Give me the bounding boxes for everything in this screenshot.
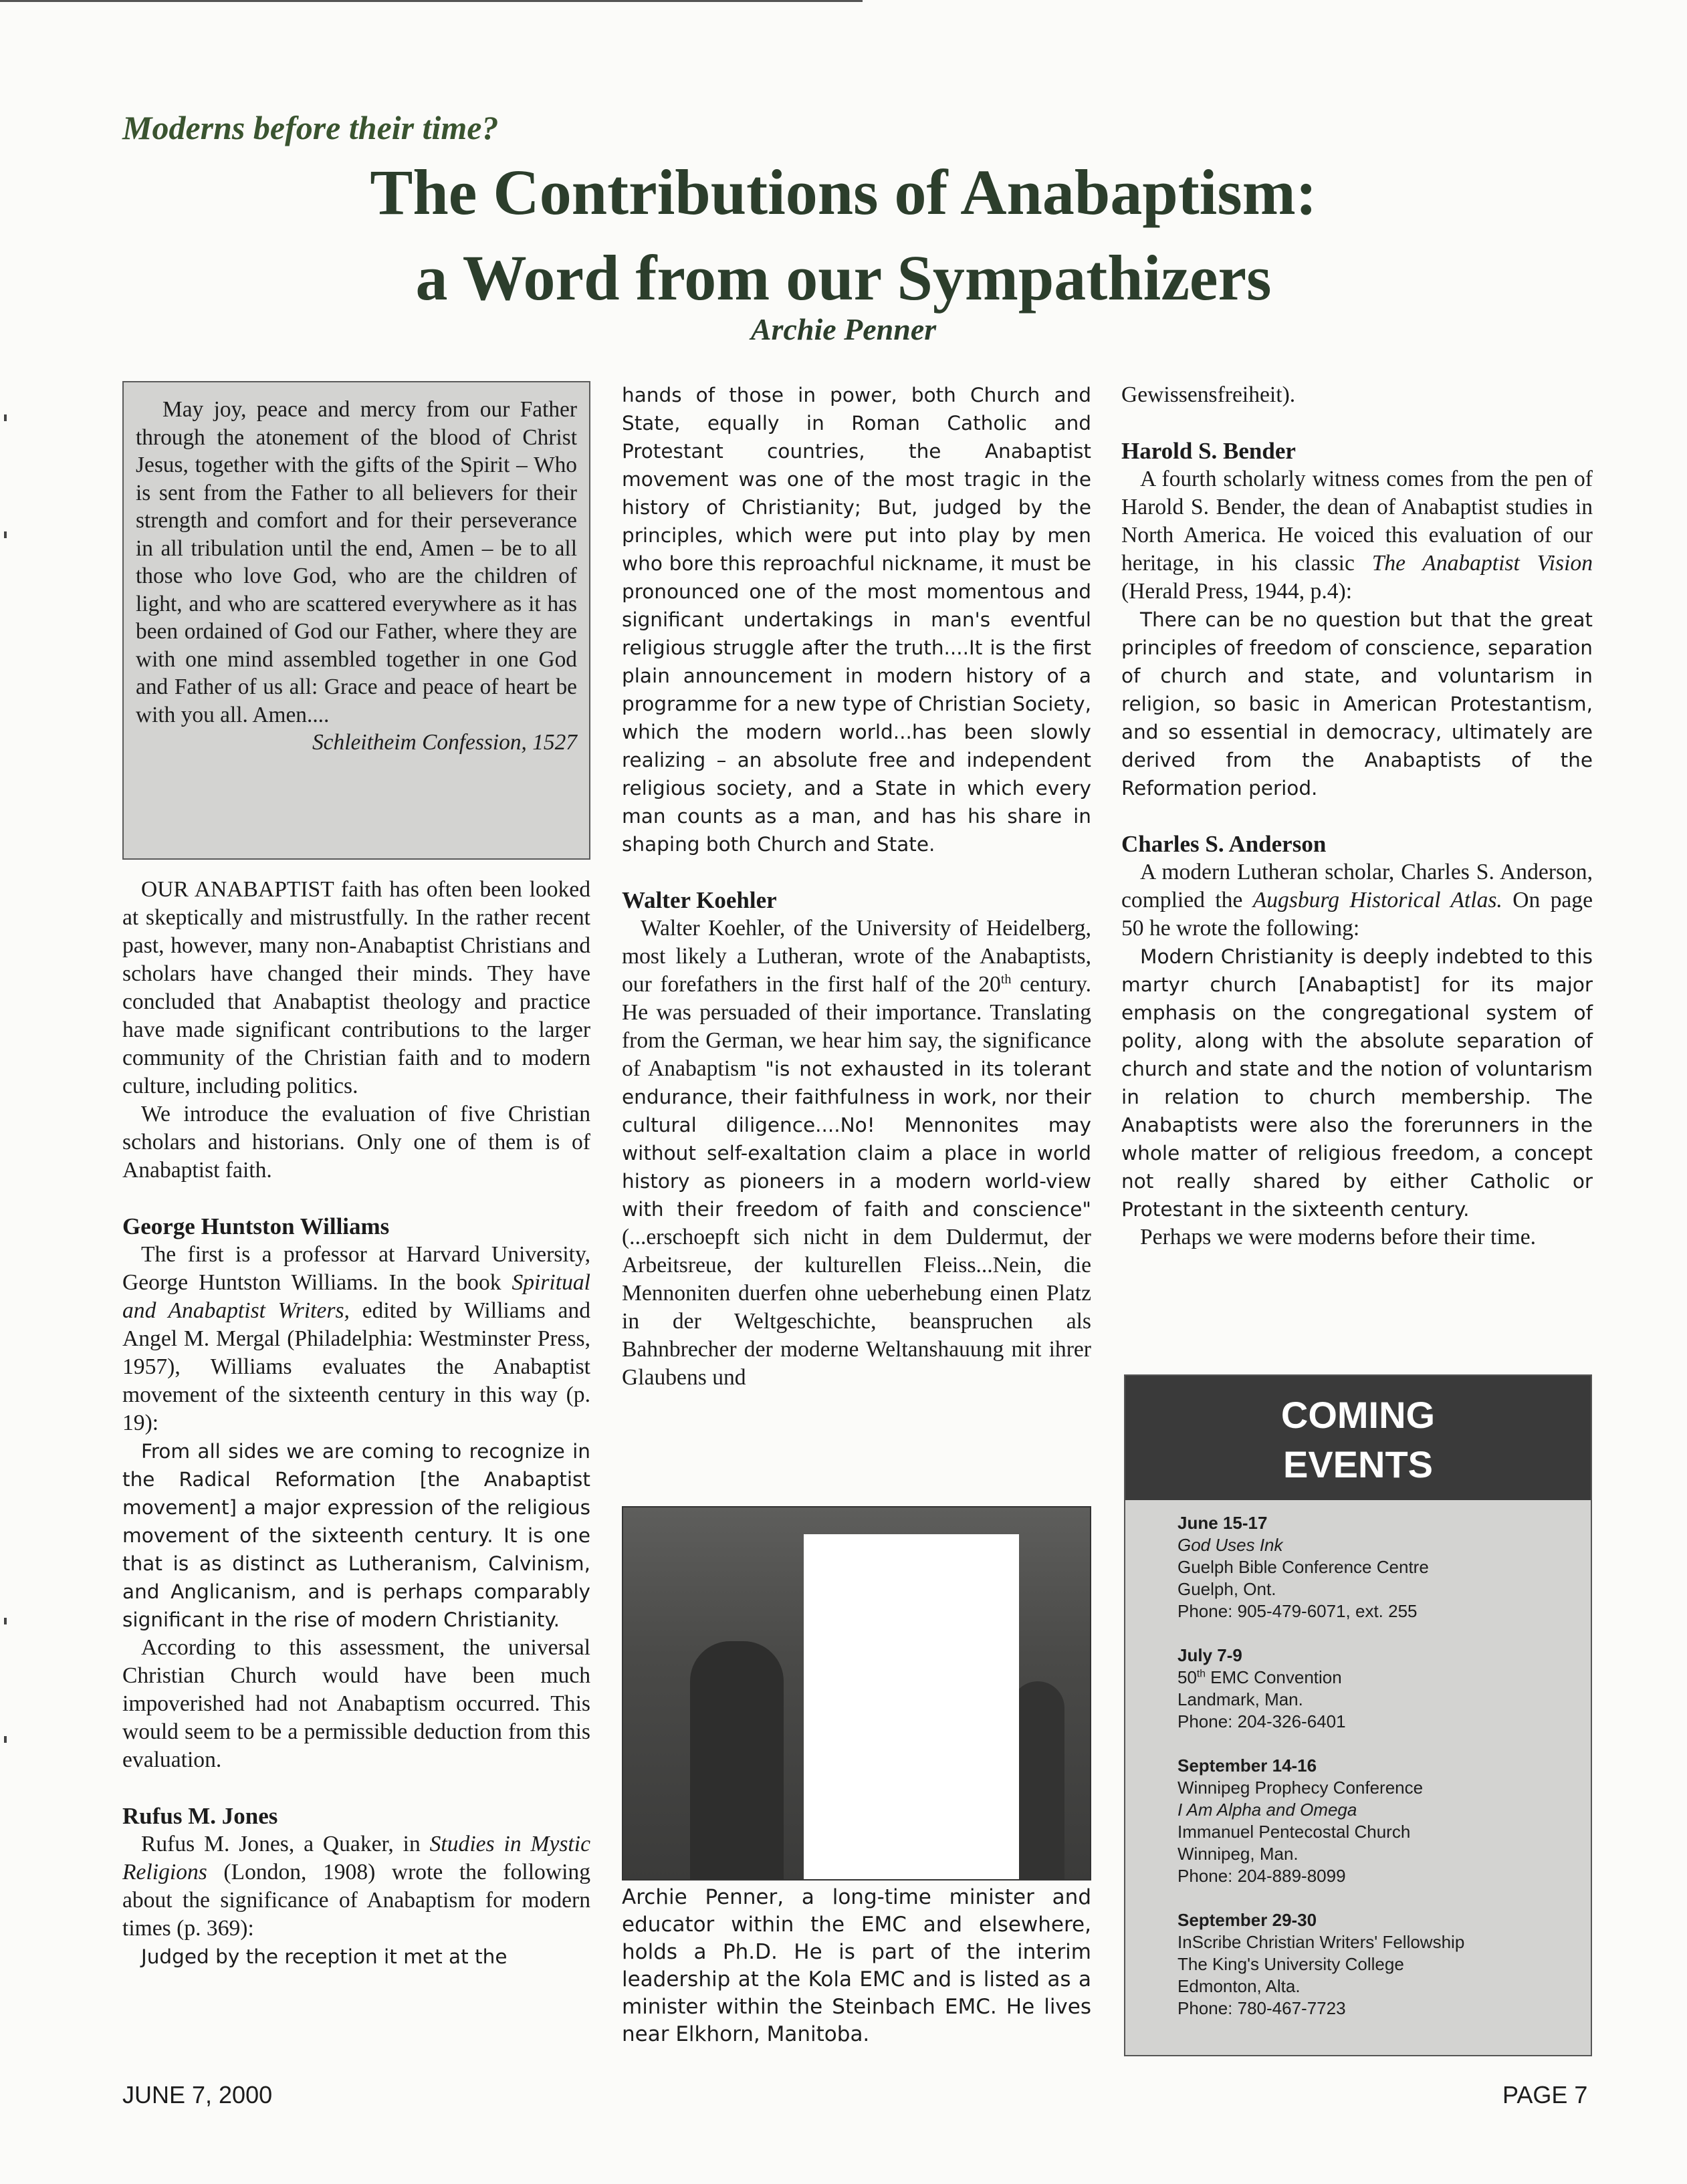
author-photo [622, 1506, 1091, 1880]
book-title: The Anabaptist Vision [1371, 551, 1593, 576]
photo-redaction-block [804, 1534, 1019, 1880]
footer-date: JUNE 7, 2000 [122, 2081, 273, 2108]
author-byline: Archie Penner [750, 312, 937, 346]
event-item: September 14-16 Winnipeg Prophecy Conference I Am Alpha and Omega Immanuel Pentecostal Church Winnipeg, Man. Phone: 204-889-8099 [1177, 1755, 1424, 1886]
title-line-2: a Word from our Sympathizers [415, 242, 1272, 314]
jones-paragraph: Rufus M. Jones, a Quaker, in Studies in Mystic Religions (London, 1908) wrote the following about the significance of Anabaptism for modern times (p. 369): [122, 1832, 590, 1941]
margin-mark [4, 1618, 7, 1624]
jones-quote-start: Judged by the reception it met at the [141, 1945, 508, 1968]
book-title: Studies in Mystic Religions [122, 1832, 590, 1885]
heading-koehler: Walter Koehler [622, 887, 777, 913]
intro-paragraph-2: We introduce the evaluation of five Christian scholars and historians. Only one of them is of Anabaptist faith. [122, 1102, 590, 1183]
intro-text [122, 876, 590, 1437]
margin-mark [4, 1736, 7, 1743]
event-item: June 15-17 God Uses Ink Guelph Bible Conference Centre Guelph, Ont. Phone: 905-479-6071, ext. 255 [1177, 1513, 1429, 1621]
heading-bender: Harold S. Bender [1121, 438, 1296, 464]
schleitheim-quote-box [122, 381, 590, 860]
koehler-text [622, 915, 1091, 1392]
koehler-quote: "is not exhausted in its tolerant endurance, their faithfulness in work, nor their cultural diligence....No! Mennonites may without self-exaltation claim a place in world history as pioneers in a modern world-view with their freedom of faith and conscience" [622, 1058, 1091, 1221]
williams-quote: From all sides we are coming to recognize in the Radical Reformation [the Anabaptist movement] a major expression of the religious movement of the sixteenth century. It is one that is as distinct as Lutheranism, Calvinism, and Anglicanism, and is perhaps comparably significant in the rise of modern Christianity. [122, 1440, 590, 1631]
jones-quote-continued: hands of those in power, both Church and State, equally in Roman Catholic and Protestant countries, the Anabaptist movement was one of the most tragic in the history of Christianity; But, judged by the principles, which were put into play by men who bore this reproachful nickname, it must be pronounced one of the most momentous and significant undertakings in man's eventful religious struggle after the truth....It is the first plain announcement in modern history of a programme for a new type of Christian Society, which the modern world...has been slowly realizing – an absolute free and independent religious society, and a State in which every man counts as a man, and has his share in shaping both Church and State. [622, 384, 1091, 856]
williams-paragraph: The first is a professor at Harvard University, George Huntston Williams. In the book Spiritual and Anabaptist Writers, edited by Williams and Angel M. Mergal (Philadelphia: Westminster Press, 1957), Williams evaluates the Anabaptist movement of the sixteenth century in this way (p. 19): [122, 1242, 590, 1435]
heading-jones: Rufus M. Jones [122, 1803, 278, 1829]
margin-mark [4, 414, 7, 421]
title-line-1: The Contributions of Anabaptism: [370, 156, 1317, 228]
column-3 [1121, 381, 1593, 1251]
photo-caption: Archie Penner, a long-time minister and educator within the EMC and elsewhere, holds a Ph.D. He is part of the interim leadership at the Kola EMC and is listed as a minister within the Steinbach EMC. He lives near Elkhorn, Manitoba. [622, 1885, 1091, 2046]
quote-box-citation: Schleitheim Confession, 1527 [312, 730, 577, 755]
bender-paragraph: A fourth scholarly witness comes from the pen of Harold S. Bender, the dean of Anabaptist studies in North America. He voiced this evaluation of our heritage, in his classic The Anabaptist Vision (Herald Press, 1944, p.4): [1121, 467, 1593, 604]
event-item: July 7-9 50th EMC Convention Landmark, Man. Phone: 204-326-6401 [1177, 1645, 1346, 1731]
intro-paragraph-1: OUR ANABAPTIST faith has often been looked at skeptically and mistrustfully. In the rather recent past, however, many non-Anabaptist Christians and scholars have changed their minds. They have concluded that Anabaptist theology and practice have made significant contributions to the larger community of the Christian faith and to modern culture, including politics. [122, 877, 590, 1098]
german-end: Gewissensfreiheit). [1121, 382, 1296, 407]
heading-williams: George Huntston Williams [122, 1213, 390, 1239]
closing-paragraph: Perhaps we were moderns before their time. [1140, 1225, 1537, 1249]
bender-quote: There can be no question but that the great principles of freedom of conscience, separation of church and state, and voluntarism in religion, so basic in American Protestantism, and so essential in democracy, ultimately are derived from the Anabaptists of the Reformation period. [1121, 608, 1593, 800]
footer-page-number: PAGE 7 [1502, 2081, 1588, 2108]
event-item: September 29-30 InScribe Christian Writers' Fellowship The King's University College Edmonton, Alta. Phone: 780-467-7723 [1177, 1910, 1465, 2018]
column-2 [622, 381, 1091, 1392]
anderson-paragraph: A modern Lutheran scholar, Charles S. Anderson, complied the Augsburg Historical Atlas. On page 50 he wrote the following: [1121, 860, 1593, 941]
book-title: Augsburg Historical Atlas. [1252, 888, 1502, 913]
quote-box-text: May joy, peace and mercy from our Father through the atonement of the blood of Christ Jesus, together with the gifts of the Spirit – Who is sent from the Father to all believers for their strength and comfort and for their perseverance in all tribulation until the end, Amen – be to all those who love God, who are the children of light, and who are scattered everywhere as it has been ordained of God our Father, where they are with one mind assembled together in one God and Father of us all: Grace and peace of heart be with you all. Amen.... [136, 397, 577, 727]
top-rule [0, 0, 863, 2]
koehler-paragraph: Walter Koehler, of the University of Heidelberg, most likely a Lutheran, wrote of the Anabaptists, our forefathers in the first half of the 20th century. He was persuaded of their importance. Translating from the German, we hear him say, the significance of Anabaptism "is not exhausted in its tolerant endurance, their faithfulness in work, nor their cultural diligence....No! Mennonites may without self-exaltation claim a place in world history as pioneers in a modern world-view with their freedom of faith and conscience" (...erschoepft sich nicht in dem Duldermut, der Arbeitsreue, der kulturellen Fleiss...Nein, die Mennoniten duerfen ohne ueberhebung einen Platz in der Weltgeschichte, beanspruchen als Bahnbrecher der moderne Weltanshauung mit ihrer Glaubens und [622, 916, 1091, 1390]
anderson-quote: Modern Christianity is deeply indebted to this martyr church [Anabaptist] for its major emphasis on the congregational system of polity, along with the absolute separation of church and state and the notion of voluntarism in relation to church membership. The Anabaptists were also the forerunners in the whole matter of religious freedom, a concept not really shared by either Catholic or Protestant in the sixteenth century. [1121, 945, 1593, 1221]
kicker: Moderns before their time? [122, 109, 499, 146]
coming-events-title: COMING EVENTS [1125, 1376, 1591, 1500]
koehler-german: (...erschoepft sich nicht in dem Duldermut, der Arbeitsreue, der kulturellen Fleiss...Nein, die Mennoniten duerfen ohne ueberhebung einen Platz in der Weltgeschichte, beanspruchen als Bahnbrecher der moderne Weltanshauung mit ihrer Glaubens und [622, 1225, 1091, 1390]
events-list [1125, 1500, 1591, 2020]
margin-mark [4, 531, 7, 538]
coming-events-box [1124, 1374, 1592, 2056]
williams-paragraph-2: According to this assessment, the universal Christian Church would have been much impoverished had not Anabaptism occurred. This would seem to be a permissible deduction from this evaluation. [122, 1635, 590, 1772]
column-1 [122, 381, 590, 1971]
article-title [0, 150, 1687, 321]
book-title: Spiritual and Anabaptist Writers, [122, 1270, 590, 1323]
heading-anderson: Charles S. Anderson [1121, 831, 1327, 857]
